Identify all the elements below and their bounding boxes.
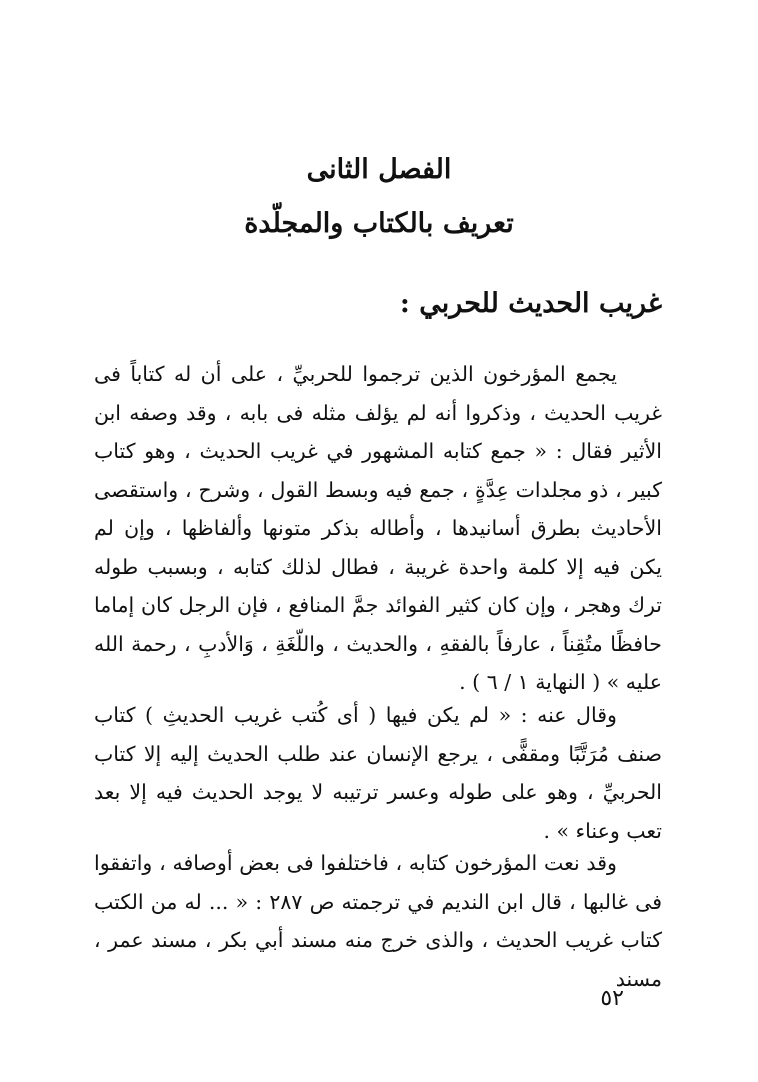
section-heading: غريب الحديث للحربي : [399,288,662,319]
paragraph-1: يجمع المؤرخون الذين ترجموا للحربيِّ ، على أن له كتاباً فى غريب الحديث ، وذكروا أنه لم يؤلف مثله فى بابه ، وقد وصفه ابن الأثير فقال : « جمع كتابه المشهور في غريب الحديث ، وهو كتاب كبير ، ذو مجلدات عِدَّةٍ ، جمع فيه وبسط القول ، وشرح ، واستقصى الأحاديث بطرق أسانيدها ، وأطاله بذكر متونها وألفاظها ، وإن لم يكن فيه إلا كلمة واحدة غريبة ، فطال لذلك كتابه ، وبسبب طوله ترك وهجر ، وإن كان كثير الفوائد جمَّ المنافع ، فإن الرجل كان إماما حافظًا متُقِناً ، عارفاً بالفقهِ ، والحديث ، واللّغَةِ ، وَالأدبِ ، رحمة الله عليه » ( النهاية ١ / ٦ ) . [94,362,662,694]
page-number: ٥٢ [600,986,624,1011]
chapter-label: الفصل الثانى [306,154,452,185]
paragraph-3: وقد نعت المؤرخون كتابه ، فاختلفوا فى بعض أوصافه ، واتفقوا فى غالبها ، قال ابن النديم في ترجمته ص ٢٨٧ : « ... له من الكتب كتاب غريب الحديث ، والذى خرج منه مسند أبي بكر ، مسند عمر ، مسند [94,851,662,991]
chapter-title: تعريف بالكتاب والمجلّدة [244,208,514,239]
paragraph-2: وقال عنه : « لم يكن فيها ( أى كُتب غريب الحديثِ ) كتاب صنف مُرَتَّبًا ومقفًّى ، يرجع الإنسان عند طلب الحديث إليه إلا كتاب الحربيِّ ، وهو على طوله وعسر ترتيبه لا يوجد الحديث فيه إلا بعد تعب وعناء » . [94,703,662,843]
